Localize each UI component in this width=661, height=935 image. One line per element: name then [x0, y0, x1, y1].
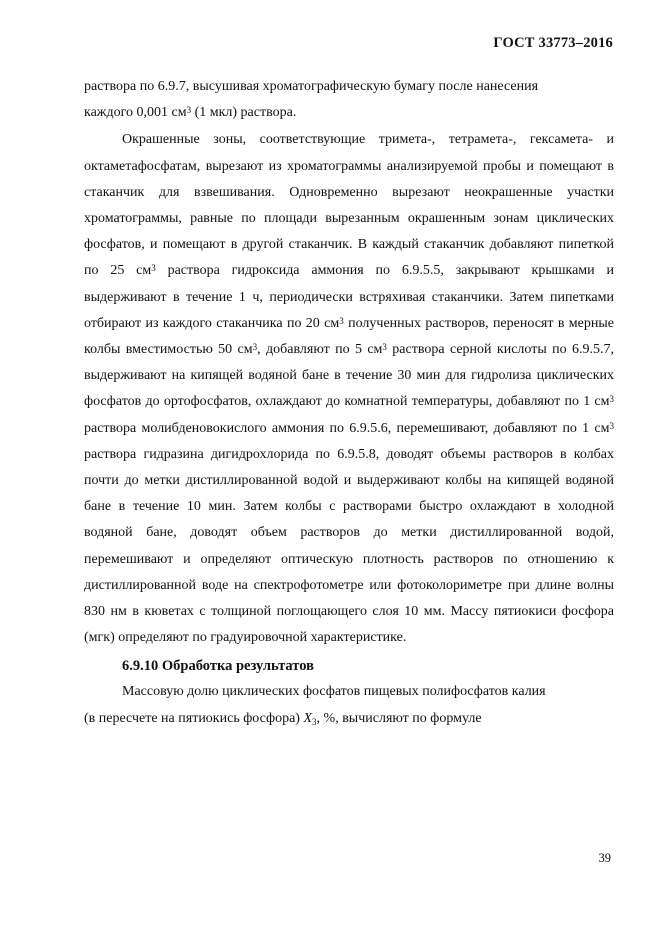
document-header: ГОСТ 33773–2016 [493, 35, 613, 51]
superscript: 3 [339, 315, 344, 326]
text-run: раствора серной кислоты по 6.9.5.7, выдерживают на кипящей водяной бане в течение 30 мин для гидролиза циклических фосфатов до ортофосфатов, охлаждают до комнатной температуры, добавляют по 1 см [84, 342, 614, 410]
paragraph-results [84, 679, 614, 731]
paragraph-continuation [84, 74, 614, 126]
superscript: 3 [252, 342, 258, 353]
paragraph-procedure [84, 127, 614, 651]
page-number: 39 [598, 851, 611, 865]
superscript: 3 [609, 420, 614, 431]
text-run: раствора гидроксида аммония по 6.9.5.5, закрывают крышками и выдерживают в течение 1 ч, периодически встряхивая стаканчики. Затем пипетками отбирают из каждого стаканчика по 20 см [84, 263, 614, 331]
text-line: (1 мкл) раствора. [191, 105, 297, 121]
text-run: раствора молибденовокислого аммония по 6.9.5.6, перемешивают, добавляют по 1 см [84, 420, 610, 436]
text-run: раствора гидразина дигидрохлорида по 6.9.5.8, доводят объемы растворов в колбах почти до метки дистиллированной водой и выдерживают колбы на кипящей водяной бане в течение 10 мин. Затем колбы с растворами быстро охлаждают в холодной водяной бане, доводят объем растворов до метки дистиллированной водой, перемешивают и определяют оптическую плотность растворов по отношению к дистиллированной воде на спектрофотометре или фотоколориметре при длине волны 830 нм в кюветах с толщиной поглощающего слоя 10 мм. Массу пятиокиси фосфора (мгк) определяют по градуировочной характеристике. [84, 446, 614, 646]
text-line: (в пересчете на пятиокись фосфора) [84, 710, 304, 726]
text-run: , добавляют по 5 см [257, 342, 383, 358]
text-line: Массовую долю циклических фосфатов пищевых полифосфатов калия [122, 684, 546, 700]
superscript: 3 [609, 394, 614, 405]
text-line: раствора по 6.9.7, высушивая хроматографическую бумагу после нанесения [84, 79, 539, 94]
superscript: 3 [382, 342, 387, 353]
variable: X [303, 710, 313, 726]
section-heading: 6.9.10 Обработка результатов [122, 658, 314, 675]
superscript: 3 [186, 105, 192, 116]
document-body [84, 74, 614, 732]
subscript: 3 [312, 716, 317, 727]
text-line: , %, вычисляют по формуле [316, 710, 482, 726]
superscript: 3 [151, 263, 156, 274]
text-run: Окрашенные зоны, соответствующие тримета-, тетрамета-, гексамета- и октаметафосфатам, вырезают из хроматограммы анализируемой пробы и помещают в стаканчик для взвешивания. Одновременно вырезают неокрашенные участки хроматограммы, равные по площади вырезанным окрашенным зонам циклических фосфатов, и помещают в другой стаканчик. В каждый стаканчик добавляют пипеткой по 25 см [84, 132, 614, 279]
text-line: каждого 0,001 см [84, 105, 187, 121]
text-run: полученных растворов, переносят в мерные колбы вместимостью 50 см [84, 315, 614, 358]
